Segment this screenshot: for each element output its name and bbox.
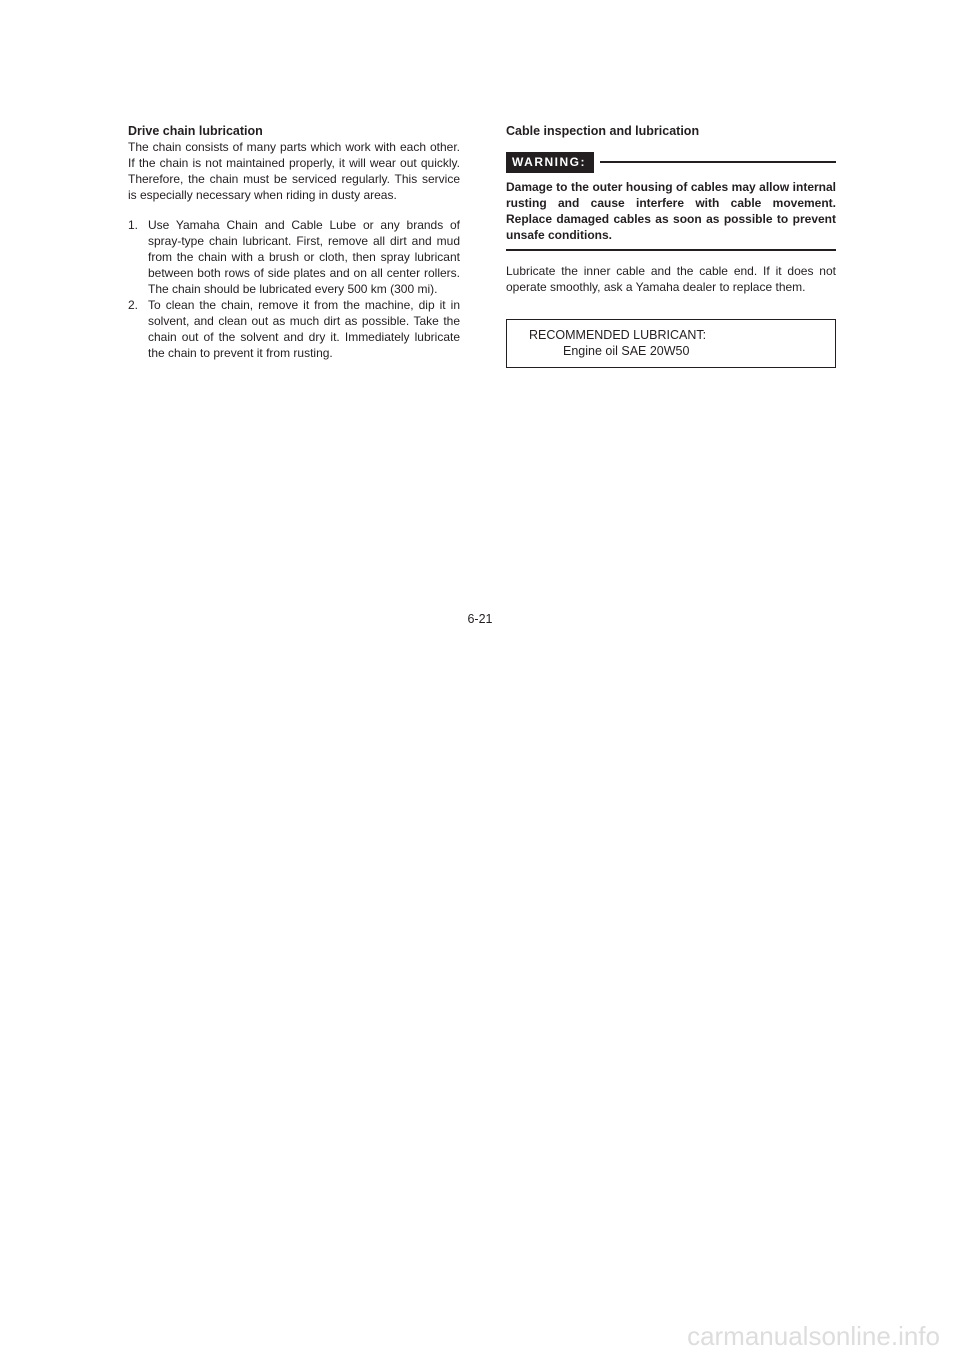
section-heading-cable: Cable inspection and lubrication [506, 124, 700, 138]
footer-watermark: carmanualsonline.info [687, 1321, 940, 1351]
warning-text: Damage to the outer housing of cables may allow internal rusting and cause interfere with cable movement. Replace damaged cables as soon as possible to prevent unsafe conditions. [506, 179, 836, 251]
step-text: Use Yamaha Chain and Cable Lube or any brands of spray-type chain lubricant. First, remove all dirt and mud from the chain with a brush or cloth, then spray lubricant between both rows of side plates and on all center rollers. The chain should be lubricated every 500 km (300 mi). [148, 218, 460, 296]
warning-badge: WARNING: [506, 152, 594, 173]
step-number: 2. [128, 298, 139, 312]
spec-label: RECOMMENDED LUBRICANT: [529, 328, 707, 342]
page-number: 6-21 [467, 612, 493, 626]
list-item [128, 297, 460, 361]
cable-paragraph: Lubricate the inner cable and the cable end. If it does not operate smoothly, ask a Yamaha dealer to replace them. [506, 264, 836, 294]
warning-rule [600, 161, 836, 163]
section-heading-drive-chain: Drive chain lubrication [128, 124, 263, 138]
spec-value: Engine oil SAE 20W50 [563, 344, 690, 358]
left-column [128, 124, 460, 361]
step-text: To clean the chain, remove it from the machine, dip it in solvent, and clean out as much dirt as possible. Take the chain out of the solvent and dry it. Immediately lubricate the chain to prevent it from rusting. [148, 298, 460, 360]
right-column [506, 124, 836, 368]
recommended-lubricant-box [506, 319, 836, 368]
warning-header [506, 151, 836, 173]
list-item [128, 217, 460, 297]
steps-list [128, 217, 460, 361]
intro-paragraph: The chain consists of many parts which work with each other. If the chain is not maintained properly, it will wear out quickly. Therefore, the chain must be serviced regularly. This service is especially necessary when riding in dusty areas. [128, 140, 460, 202]
step-number: 1. [128, 218, 139, 232]
